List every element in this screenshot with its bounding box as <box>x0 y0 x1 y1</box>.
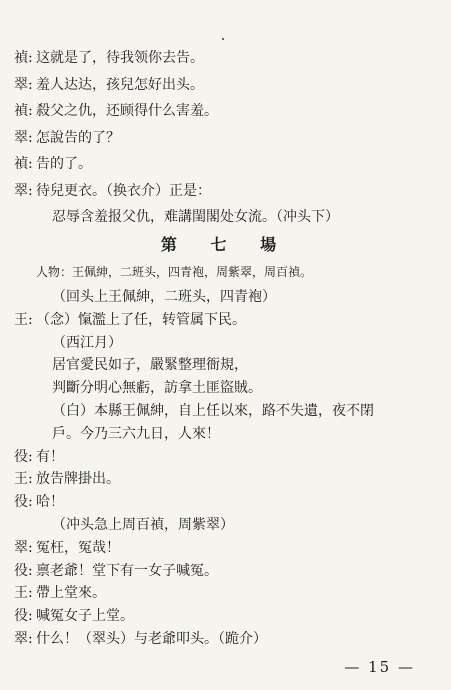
line-text: 居官愛民如子，嚴緊整理衙規， <box>52 357 248 374</box>
line-text: 冤枉，冤哉！ <box>36 539 120 556</box>
dialogue-line <box>0 538 451 558</box>
line-text: （冲头急上周百禎，周紫翠） <box>52 517 234 533</box>
line-text: （西江月） <box>52 334 122 351</box>
line-text: 有！ <box>36 448 64 465</box>
line-text: 哈！ <box>36 494 64 511</box>
line-text: 怎說告的了？ <box>36 129 120 146</box>
speaker-label: 役: <box>14 608 33 625</box>
line-text: 喊冤女子上堂。 <box>36 608 134 625</box>
speaker-label: 王: <box>14 471 33 488</box>
line-text: 这就是了，待我领你去告。 <box>36 50 204 66</box>
dialogue-line <box>0 469 451 489</box>
cast-list: 人物：王佩紳，二班头，四青袍，周紫翠，周百禎。 <box>36 265 313 279</box>
speaker-label: 翠: <box>14 76 33 93</box>
dialogue-line <box>0 154 451 174</box>
dialogue-line <box>0 378 451 398</box>
dialogue-line <box>0 207 451 227</box>
line-text: （回头上王佩紳，二班头，四青袍） <box>52 289 276 305</box>
line-text: 待兒更衣。（换衣介）正是： <box>36 182 211 199</box>
speaker-label: 役: <box>14 448 33 465</box>
line-text: 什么！（翠头）与老爺叩头。（跪介） <box>36 631 267 647</box>
dialogue-line <box>0 515 451 535</box>
speaker-label: 王: <box>14 585 33 602</box>
page-number: — 15 — <box>344 658 415 676</box>
dialogue-line <box>0 606 451 626</box>
dialogue-line <box>0 583 451 603</box>
dialogue-line <box>0 128 451 148</box>
dialogue-line <box>0 492 451 512</box>
speaker-label: 禎: <box>14 50 33 66</box>
line-text: 禀老爺！堂下有一女子喊冤。 <box>36 562 218 579</box>
dialogue-line <box>0 424 451 444</box>
dialogue-line <box>0 287 451 307</box>
dialogue-line <box>0 101 451 121</box>
line-text: 放告牌掛出。 <box>36 471 120 488</box>
line-text: （白）本縣王佩紳，自上任以來，路不失遺，夜不閉 <box>52 403 374 419</box>
dialogue-line <box>0 48 451 68</box>
line-text: 告的了。 <box>36 156 92 172</box>
line-text: 殺父之仇，还顾得什么害羞。 <box>36 103 218 119</box>
speaker-label: 翠: <box>14 129 33 146</box>
dialogue-line <box>0 629 451 649</box>
line-text: 羞人达达，孩兒怎好出头。 <box>36 76 204 93</box>
speaker-label: 翠: <box>14 182 33 199</box>
speaker-label: 役: <box>14 562 33 579</box>
dialogue-line <box>0 333 451 353</box>
speaker-label: 翠: <box>14 539 33 556</box>
dialogue-line <box>0 447 451 467</box>
scene-title: 第 七 場 <box>160 235 291 254</box>
line-text: 帶上堂來。 <box>36 585 106 602</box>
dialogue-line <box>0 401 451 421</box>
dialogue-line <box>0 310 451 330</box>
dialogue-line <box>0 181 451 201</box>
line-text: 忍辱含羞报父仇，难講閨閣处女流。（冲头下） <box>52 209 339 225</box>
line-text: 判斷分明心無虧，訪拿土匪盜賊。 <box>52 380 262 397</box>
line-text: 戶。今乃三六九日，人來！ <box>52 425 220 442</box>
speaker-label: 禎: <box>14 156 33 172</box>
ink-speck <box>222 38 224 40</box>
speaker-label: 翠: <box>14 631 33 647</box>
speaker-label: 禎: <box>14 103 33 119</box>
dialogue-line <box>0 75 451 95</box>
line-text: （念）愾濫上了任，转管属下民。 <box>36 311 246 328</box>
speaker-label: 役: <box>14 494 33 511</box>
dialogue-line <box>0 355 451 375</box>
dialogue-line <box>0 561 451 581</box>
speaker-label: 王: <box>14 311 33 328</box>
